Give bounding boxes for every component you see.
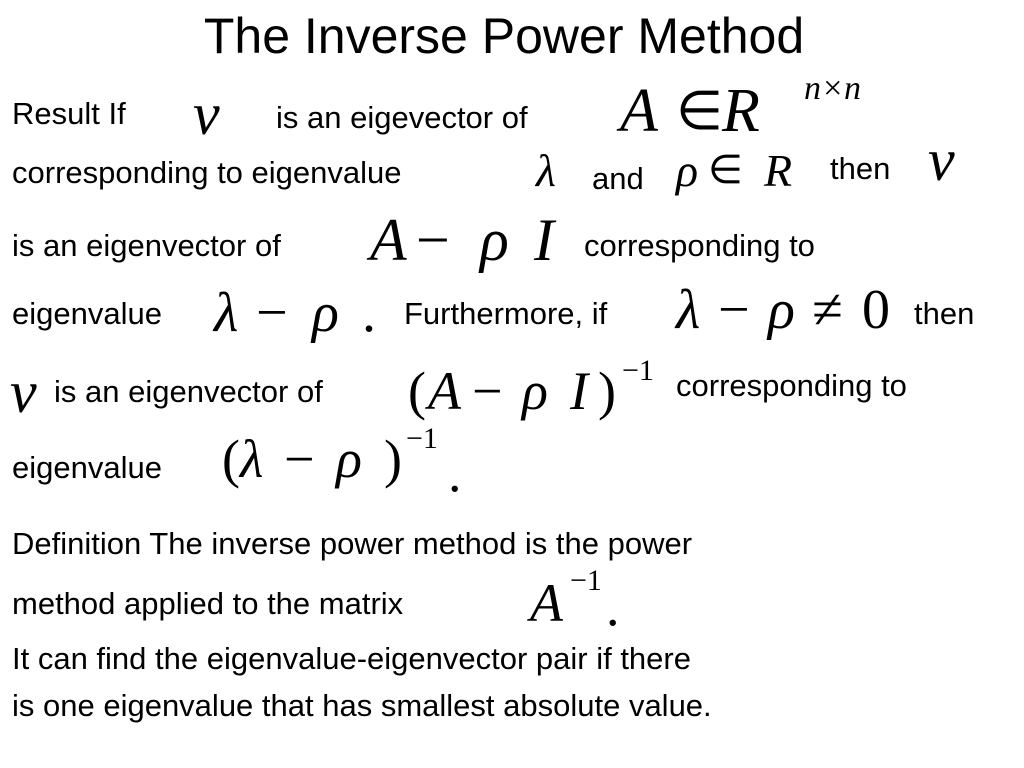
math-I: I	[534, 207, 554, 273]
text-eigenvalue: eigenvalue	[12, 296, 162, 331]
math-minus-3: −	[718, 279, 750, 341]
math-R-2: R	[764, 145, 793, 196]
math-rho-4: ρ	[768, 279, 795, 341]
math-period-3: .	[606, 577, 620, 637]
math-rho-6: ρ	[336, 429, 362, 489]
math-element-of-2: ∈	[708, 147, 743, 192]
math-minus-5: −	[284, 429, 315, 489]
text-corresponding-to-2: corresponding to	[676, 368, 907, 403]
math-rho-2: ρ	[480, 207, 509, 273]
math-lparen-2: (	[222, 429, 240, 489]
definition-line-3: It can find the eigenvalue-eigenvector pair if there	[12, 641, 691, 676]
text-is-eigevector-of: is an eigevector of	[276, 100, 528, 135]
math-A: A	[620, 77, 658, 145]
math-element-of: ∈	[676, 81, 724, 141]
math-rparen: )	[598, 361, 616, 421]
math-rparen-2: )	[384, 429, 402, 489]
math-lambda-2: λ	[214, 282, 239, 344]
math-lparen: (	[408, 361, 426, 421]
math-I-2: I	[570, 361, 588, 421]
text-result-if: Result If	[12, 96, 126, 131]
math-superscript-neg-one: −1	[622, 354, 654, 387]
text-is-an-eigenvector-of: is an eigenvector of	[12, 228, 281, 263]
math-lambda: λ	[536, 145, 556, 196]
math-v-2: v	[928, 127, 955, 193]
text-corresponding-to-eigenvalue: corresponding to eigenvalue	[12, 155, 402, 190]
math-period-2: .	[448, 443, 462, 503]
text-corresponding-to: corresponding to	[584, 228, 815, 263]
math-v-3: v	[10, 359, 37, 425]
text-is-an-eigenvector-of-2: is an eigenvector of	[54, 374, 323, 409]
math-superscript-n-by-n: n×n	[804, 70, 861, 107]
math-minus: −	[416, 207, 450, 273]
math-lambda-4: λ	[240, 429, 264, 489]
math-rho-3: ρ	[312, 282, 339, 344]
math-minus-4: −	[472, 361, 503, 421]
slide-title: The Inverse Power Method	[203, 8, 805, 64]
math-not-equal: ≠	[812, 279, 843, 341]
math-minus-2: −	[256, 282, 288, 344]
math-period: .	[362, 282, 376, 344]
math-superscript-neg-one-2: −1	[406, 422, 438, 455]
math-R: R	[722, 77, 760, 145]
text-then-2: then	[914, 296, 975, 331]
text-furthermore-if: Furthermore, if	[404, 296, 608, 331]
math-zero: 0	[862, 279, 890, 341]
math-rho: ρ	[676, 145, 699, 196]
math-A-3: A	[428, 361, 461, 421]
math-v: v	[193, 81, 220, 147]
definition-line-2: method applied to the matrix	[12, 586, 404, 621]
math-superscript-neg-one-3: −1	[570, 564, 602, 597]
text-then: then	[830, 151, 891, 186]
text-eigenvalue-2: eigenvalue	[12, 450, 162, 485]
math-A-4: A	[530, 573, 563, 633]
text-and: and	[592, 161, 644, 196]
definition-line-4: is one eigenvalue that has smallest absolute value.	[12, 688, 712, 723]
definition-line-1: Definition The inverse power method is the power	[12, 526, 693, 561]
math-rho-5: ρ	[522, 361, 548, 421]
math-lambda-3: λ	[676, 279, 701, 341]
math-A-2: A	[370, 207, 407, 273]
